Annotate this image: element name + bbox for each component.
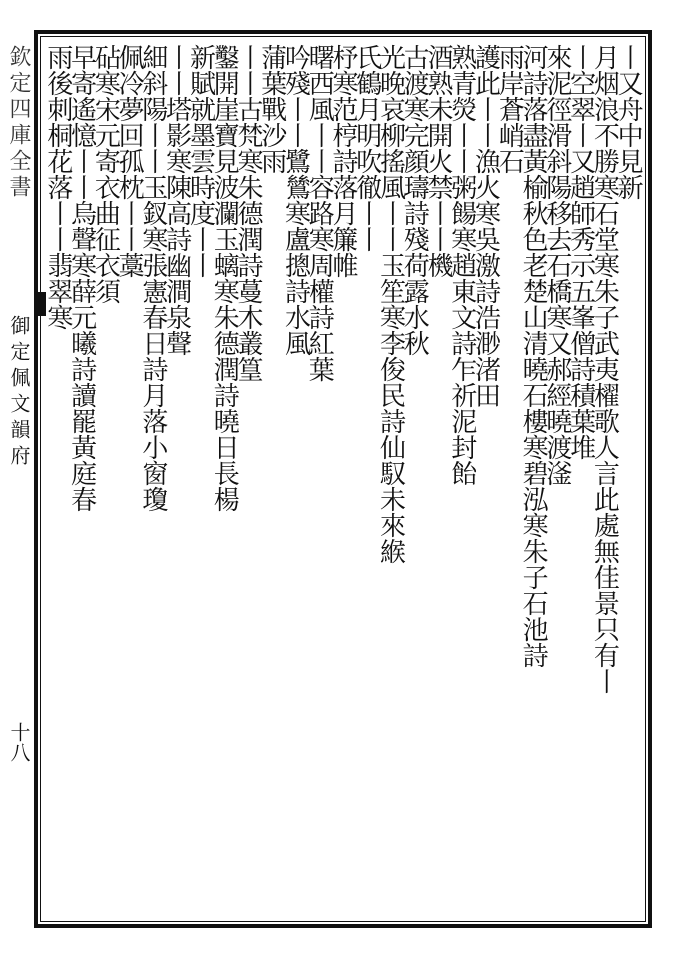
text-column: 古渡寒完顔璹詩殘荷露水秋	[399, 44, 430, 356]
text-column: 細斜陽丨丨玉釵寒張憲春日詩月落小窗瓊	[137, 44, 168, 512]
text-column: 熟青熒丨丨粥餳寒趙東文詩乍祈泥封飴	[446, 44, 477, 486]
text-column: 來泥徑滑斜陽移去石橋寒又郝經曉渡滏	[541, 44, 572, 486]
text-column: 護此丨丨漁火寒吳激詩浩渺渚田	[470, 44, 501, 408]
folio-number: 十八	[7, 722, 31, 762]
series-title-fragment: 欽定四庫全書	[6, 45, 31, 201]
text-column: 曙西風丨丨容路寒周權詩紅葉	[304, 44, 335, 382]
text-column: 雨後刺桐花落丨丨翡翠寒	[42, 44, 73, 330]
text-column: 吟殘丨丨鷺鷥寒盧摠詩水風	[280, 44, 311, 356]
text-column: 河詩落盡黃榆秋色老楚山清曉石樓寒碧泓寒朱子石池詩	[518, 44, 549, 668]
text-column: 新賦就墨雲時度丨丨	[185, 44, 216, 278]
text-column: 酒熟未開火禁丨丨機	[423, 44, 454, 278]
text-column: 丨空翠丨又趙師秀示五峯僧詩積葉堆	[565, 44, 596, 460]
text-column: 氏鶴月明吹徹丨丨	[351, 44, 382, 252]
text-column: 佩冷夢回孤枕丨丨藁	[114, 44, 145, 278]
text-column: 雨岸蒼峭石	[494, 44, 525, 174]
text-column: 光晚哀柳搖風丨丨玉笙寒李俊民詩仙馭未來緱	[375, 44, 406, 564]
text-column: 杼寒范梈詩落月簾帷	[328, 44, 358, 278]
text-column: 鑿開崖寶見波瀾玉螭寒朱德潤詩曉日長楊	[209, 44, 240, 512]
text-column: 早寄遙憶丨丨烏聲寒薛元曦詩讀罷黃庭春	[66, 44, 97, 512]
text-column: 蒲葉戰沙雨	[256, 44, 287, 174]
book-title: 御定佩文韻府	[7, 315, 31, 471]
text-column: 月烟浪不勝寒石堂寒朱子武夷櫂歌人言此處無佳景只有丨	[589, 44, 620, 694]
text-column: 丨又舟中見新	[613, 44, 644, 200]
text-column: 丨丨古梵寒朱德潤詩蔓木叢篁	[232, 44, 263, 382]
text-column: 丨丨塔影寒陳高詩幽澗泉聲	[161, 44, 192, 356]
text-column: 砧寒宋元寄衣曲征衣須	[90, 44, 121, 304]
